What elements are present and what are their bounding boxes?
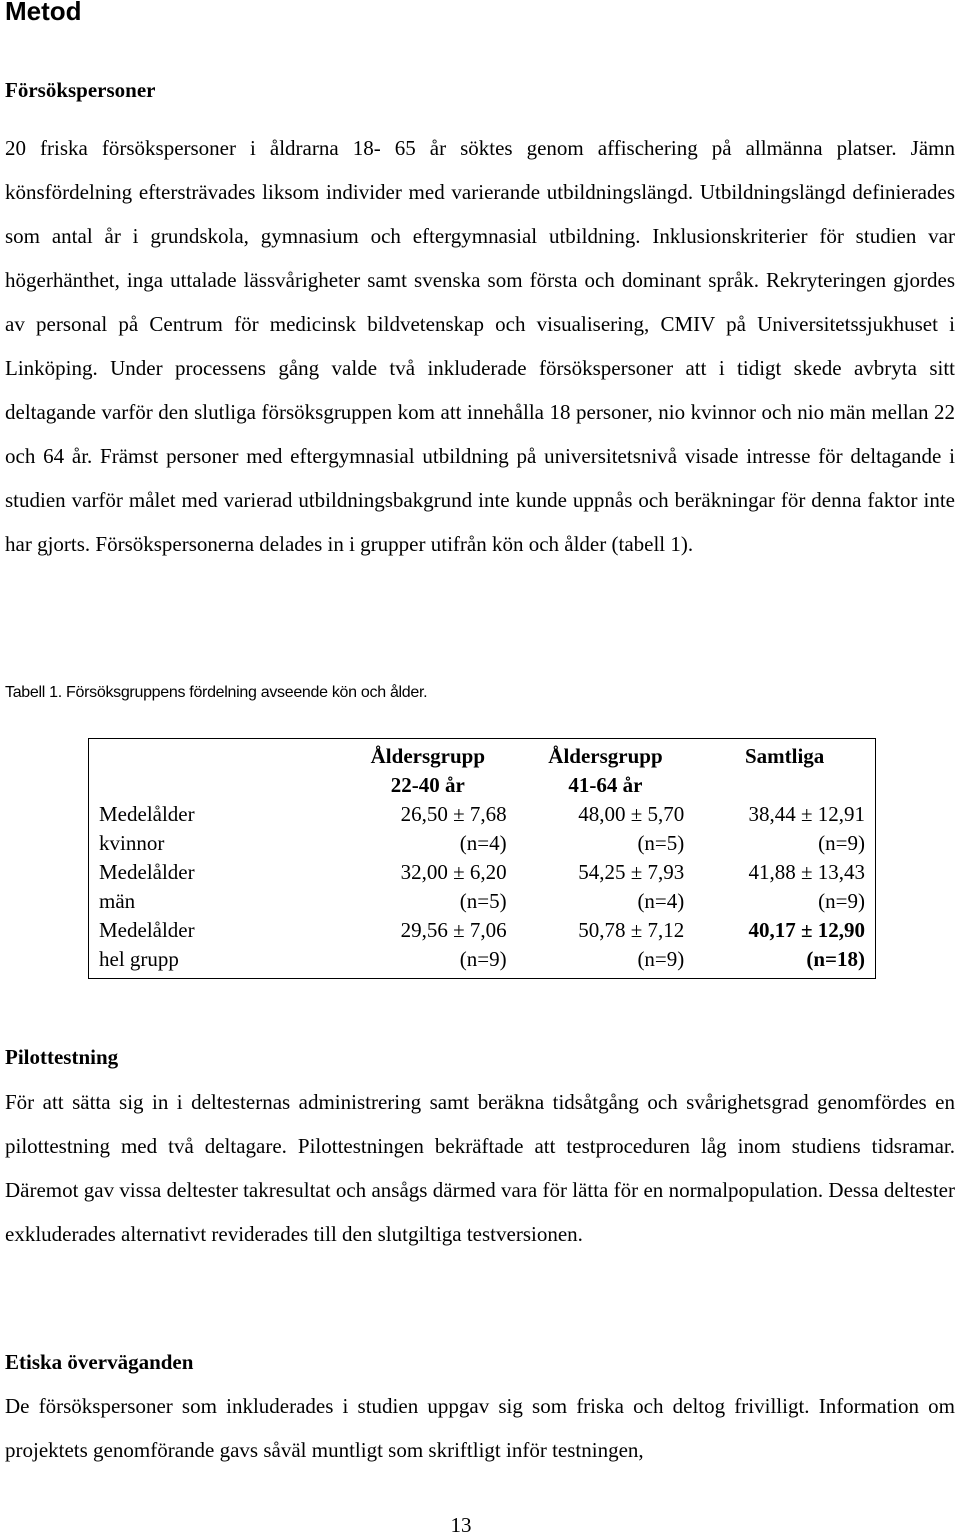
age-distribution-table bbox=[88, 738, 876, 979]
table-cell bbox=[339, 800, 517, 858]
table-row bbox=[89, 800, 876, 858]
table-cell bbox=[339, 916, 517, 979]
table-cell bbox=[517, 916, 695, 979]
section-title-participants: Försökspersoner bbox=[5, 78, 156, 102]
column-header bbox=[694, 739, 875, 801]
column-header bbox=[517, 739, 695, 801]
column-header-line1: Åldersgrupp bbox=[548, 744, 663, 768]
row-label bbox=[89, 800, 340, 858]
table-caption: Tabell 1. Försöksgruppens fördelning avseende kön och ålder. bbox=[5, 684, 428, 701]
cell-value: 29,56 ± 7,06 bbox=[400, 918, 507, 942]
section-title-pilot: Pilottestning bbox=[5, 1045, 119, 1069]
cell-value: 40,17 ± 12,90 bbox=[748, 918, 865, 942]
cell-value: 32,00 ± 6,20 bbox=[400, 860, 507, 884]
section-title-ethics: Etiska överväganden bbox=[5, 1350, 194, 1374]
column-header-line2: 41-64 år bbox=[568, 773, 643, 797]
participants-paragraph: 20 friska försökspersoner i åldrarna 18- 65 år söktes genom affischering på allmänna platser. Jämn könsfördelning eftersträvades liksom individer med varierande utbildningslängd. Utbildningslängd definierades som antal år i grundskola, gymnasium och eftergymnasial utbildning. Inklusionskriterier för studien var högerhänthet, inga uttalade lässvårigheter samt svenska som första och dominant språk. Rekryteringen gjordes av personal på Centrum för medicinsk bildvetenskap och visualisering, CMIV på Universitetssjukhuset i Linköping. Under processens gång valde två inkluderade försökspersoner att i tidigt skede avbryta sitt deltagande varför den slutliga försöksgruppen kom att innehålla 18 personer, nio kvinnor och nio män mellan 22 och 64 år. Främst personer med eftergymnasial utbildning på universitetsnivå visade intresse för deltagande i studien varför målet med varierad utbildningsbakgrund inte kunde uppnås och beräkningar för denna faktor inte har gjorts. Försökspersonerna delades in i grupper utifrån kön och ålder (tabell 1). bbox=[5, 136, 955, 556]
column-header bbox=[339, 739, 517, 801]
row-label-line1: Medelålder bbox=[99, 802, 195, 826]
row-label bbox=[89, 916, 340, 979]
table-corner-cell bbox=[89, 739, 340, 801]
table-row bbox=[89, 916, 876, 979]
table-cell-total bbox=[694, 916, 875, 979]
cell-value: 50,78 ± 7,12 bbox=[578, 918, 685, 942]
table-cell bbox=[339, 858, 517, 916]
cell-n: (n=4) bbox=[459, 831, 507, 855]
column-header-line2: 22-40 år bbox=[390, 773, 465, 797]
column-header-line1: Samtliga bbox=[744, 744, 825, 768]
pilot-paragraph: För att sätta sig in i deltesternas administrering samt beräkna tidsåtgång och svårighetsgrad genomfördes en pilottestning med två deltagare. Pilottestningen bekräftade att testproceduren låg inom studiens tidsramar. Däremot gav vissa deltester takresultat och ansågs därmed vara för lätta för en normalpopulation. Dessa deltester exkluderades alternativt reviderades till den slutgiltiga testversionen. bbox=[5, 1090, 955, 1246]
cell-n: (n=9) bbox=[818, 831, 865, 855]
cell-n: (n=5) bbox=[637, 831, 685, 855]
page-heading: Metod bbox=[5, 0, 82, 26]
page-number: 13 bbox=[450, 1513, 472, 1537]
cell-value: 48,00 ± 5,70 bbox=[578, 802, 685, 826]
cell-n: (n=9) bbox=[459, 947, 507, 971]
ethics-paragraph: De försökspersoner som inkluderades i studien uppgav sig som friska och deltog frivilligt. Information om projektets genomförande gavs såväl muntligt som skriftligt inför testningen, bbox=[5, 1394, 955, 1462]
cell-value: 38,44 ± 12,91 bbox=[748, 802, 865, 826]
cell-n: (n=9) bbox=[637, 947, 685, 971]
cell-n: (n=18) bbox=[806, 947, 865, 971]
table-row bbox=[89, 858, 876, 916]
table-cell bbox=[694, 858, 875, 916]
cell-n: (n=9) bbox=[818, 889, 865, 913]
row-label-line2: hel grupp bbox=[99, 947, 179, 971]
row-label-line2: kvinnor bbox=[99, 831, 165, 855]
row-label-line1: Medelålder bbox=[99, 860, 195, 884]
table-cell bbox=[694, 800, 875, 858]
cell-n: (n=4) bbox=[637, 889, 685, 913]
cell-value: 26,50 ± 7,68 bbox=[400, 802, 507, 826]
cell-value: 41,88 ± 13,43 bbox=[748, 860, 865, 884]
column-header-line1: Åldersgrupp bbox=[370, 744, 485, 768]
table-cell bbox=[517, 858, 695, 916]
row-label-line2: män bbox=[99, 889, 136, 913]
cell-value: 54,25 ± 7,93 bbox=[578, 860, 685, 884]
row-label-line1: Medelålder bbox=[99, 918, 195, 942]
table-cell bbox=[517, 800, 695, 858]
cell-n: (n=5) bbox=[459, 889, 507, 913]
table-header-row bbox=[89, 739, 876, 801]
row-label bbox=[89, 858, 340, 916]
